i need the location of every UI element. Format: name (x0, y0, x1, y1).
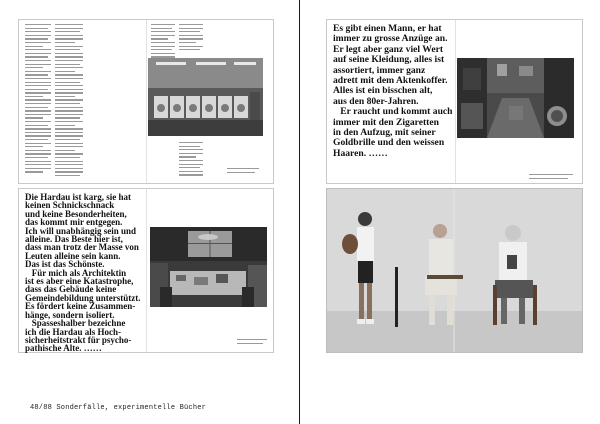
quote-line: Leuten alleine sein kann. (25, 250, 121, 261)
quote-line: Gemeindebildung unterstützt. (25, 292, 141, 303)
quote-line: sicherheitstrakt für psycho- (25, 334, 132, 345)
quote-line: Goldbrille und den weissen (333, 137, 445, 149)
quote-line: ich die Hardau als Hoch- (25, 326, 122, 337)
quote-line: Das ist das Schönste. (25, 259, 105, 270)
body-text-column (179, 24, 203, 53)
three-people-portrait-image (327, 189, 582, 352)
quote-line: keinen Schnickschnack (25, 200, 115, 211)
quote-line: in den Aufzug, mit seiner (333, 127, 436, 139)
spread-bottom-left (18, 188, 274, 353)
quote-line: dass man trotz der Masse von (25, 242, 139, 253)
quote-line: immer mit den Zigaretten (333, 116, 439, 128)
laundry-room-image (148, 58, 263, 136)
quote-line: Haaren. …… (333, 147, 388, 159)
photo-caption (529, 174, 573, 181)
quote-text-man (333, 24, 457, 159)
body-text-column (151, 24, 175, 60)
quote-line: Die Hardau ist karg, sie hat (25, 192, 132, 202)
quote-line: Spasseshalber bezeichne (25, 318, 126, 329)
quote-line: ist es aber eine Katastrophe, (25, 276, 134, 287)
quote-line: alleine. Das Beste hier ist, (25, 234, 123, 245)
quote-line: assortiert, immer ganz (333, 64, 426, 76)
photo-caption (227, 168, 259, 175)
photo-caption (237, 339, 267, 346)
quote-line: Er legt aber ganz viel Wert (333, 43, 444, 55)
quote-line: Ich will unabhängig sein und (25, 225, 137, 236)
spread-fold (146, 20, 147, 183)
dining-room-photo (150, 227, 267, 307)
body-text-column (25, 24, 51, 175)
quote-line: das kommt mir entgegen. (25, 217, 123, 228)
spread-bottom-right (326, 188, 583, 353)
page-footer: 48/88 Sonderfälle, experimentelle Bücher (30, 404, 207, 412)
apartment-interior-image (457, 58, 574, 138)
dining-room-image (150, 227, 267, 307)
quote-line: adrett mit dem Aktenkoffer. (333, 75, 448, 87)
page-divider (299, 0, 300, 424)
quote-line: pathische Alte. …… (25, 343, 102, 354)
spread-top-right (326, 19, 583, 184)
quote-line: und keine Besonderheiten, (25, 208, 127, 219)
quote-line: dass das Gebäude keine (25, 284, 117, 295)
body-text-column (55, 24, 83, 179)
quote-line: immer zu grosse Anzüge an. (333, 33, 448, 45)
quote-line: Es fördert keine Zusammen- (25, 301, 136, 312)
quote-line: Alles ist ein bisschen alt, (333, 85, 433, 97)
quote-line: Er raucht und kommt auch (333, 106, 453, 118)
quote-line: aus den 80er-Jahren. (333, 95, 419, 107)
quote-line: Es gibt einen Mann, er hat (333, 23, 442, 34)
quote-line: hänge, sondern isoliert. (25, 309, 115, 320)
quote-line: Für mich als Architektin (25, 267, 127, 278)
three-people-portrait-photo (327, 189, 582, 352)
photo-caption (179, 142, 203, 178)
laundry-room-photo (148, 58, 263, 136)
quote-line: auf seine Kleidung, alles ist (333, 54, 445, 66)
quote-text-hardau (25, 193, 149, 353)
spread-top-left (18, 19, 274, 184)
apartment-interior-photo (457, 58, 574, 138)
